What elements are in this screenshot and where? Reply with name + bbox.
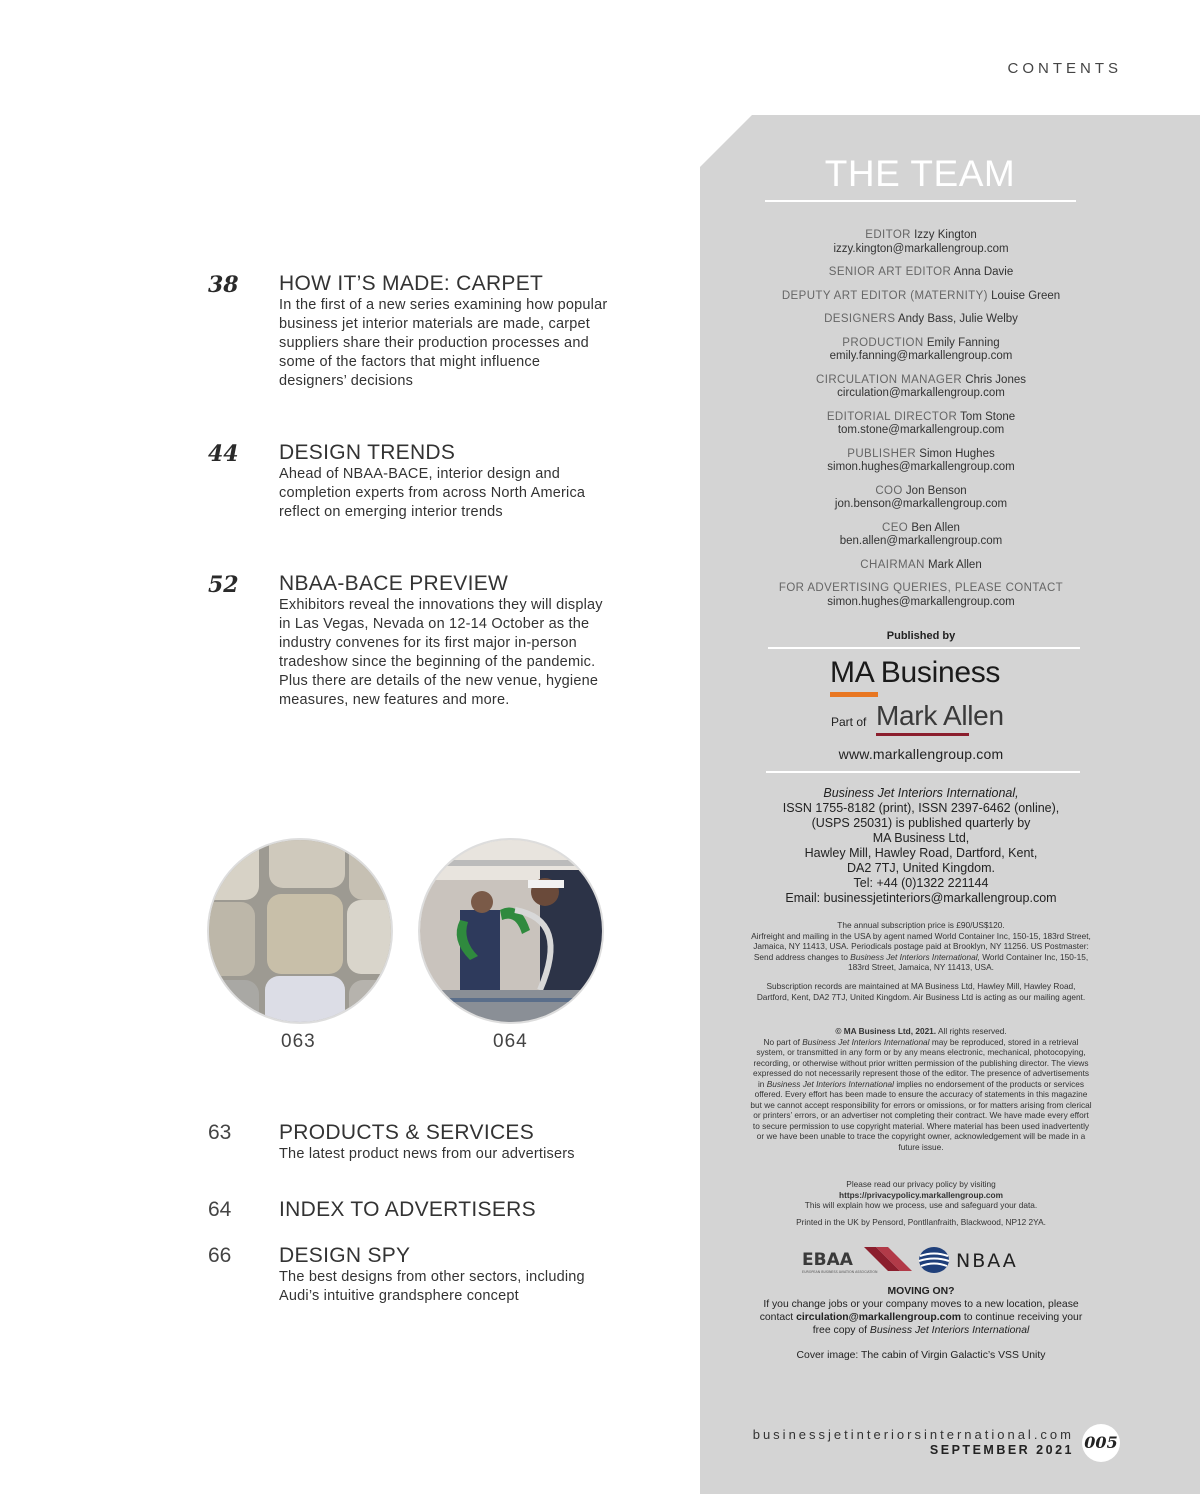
member-role: PRODUCTION: [842, 336, 924, 349]
moving-on-text: If you change jobs or your company moves to a new location, please contact: [759, 1299, 1079, 1323]
privacy-text: [750, 1179, 1092, 1211]
mark-allen-logo: Mark Allen: [876, 700, 1004, 731]
ma-business-logo: MA Business: [830, 656, 1001, 689]
imprint-line: Hawley Mill, Hawley Road, Dartford, Kent,: [804, 846, 1038, 860]
divider: [766, 771, 1080, 773]
copyright-part: No part of: [763, 1036, 800, 1047]
member-name: Anna Davie: [953, 266, 1014, 278]
article-description: Ahead of NBAA-BACE, interior design and completion experts from across North America reflect on emerging interior trends: [279, 466, 586, 520]
member-role: EDITOR: [865, 229, 911, 241]
page-number: 38: [208, 272, 239, 298]
issue-date: SEPTEMBER 2021: [929, 1443, 1074, 1457]
privacy-line: This will explain how we process, use and safeguard your data.: [804, 1200, 1038, 1210]
member-role: COO: [875, 484, 903, 497]
copyright-rights: All rights reserved.: [937, 1026, 1007, 1036]
divider: [768, 647, 1080, 649]
airfreight-part: World Container Inc, 150-15, 183rd Street, Jamaica, NY 11413, USA.: [848, 951, 1089, 972]
magazine-name: Business Jet Interiors International,: [850, 951, 980, 962]
team-member: [740, 522, 1102, 549]
part-of-label: Part of: [831, 715, 867, 729]
records-text: Subscription records are maintained at MA Business Ltd, Hawley Mill, Hawley Road, Dartford, Kent, DA2 7TJ, United Kingdom. Air Business Ltd is acting as our mailing agent.: [756, 981, 1086, 1002]
team-member: [740, 411, 1102, 438]
article-description: Exhibitors reveal the innovations they will display in Las Vegas, Nevada on 12-14 October as the industry convenes for its first major in-person tradeshow since the beginning of the pandemic. Plus there are details of the new venue, hygiene measures, new features and more.: [279, 597, 603, 708]
team-member: [740, 582, 1102, 609]
team-member: [740, 374, 1102, 401]
member-role: SENIOR ART EDITOR: [828, 266, 952, 278]
contents-entry[interactable]: [208, 1198, 628, 1222]
copyright-holder: © MA Business Ltd, 2021.: [835, 1026, 937, 1036]
folio-page-number: 005: [1084, 1433, 1118, 1452]
member-name: Emily Fanning: [926, 336, 1000, 349]
nbaa-logo: [918, 1245, 1044, 1280]
privacy-line: Please read our privacy policy by visiting: [846, 1179, 996, 1189]
member-name: Andy Bass, Julie Welby: [897, 313, 1018, 325]
nbaa-wordmark: NBAA: [956, 1250, 1018, 1272]
team-member: [740, 337, 1102, 364]
contents-entry[interactable]: [208, 441, 628, 522]
copyright-text: [750, 1026, 1092, 1152]
member-name: Jon Benson: [905, 484, 967, 497]
moving-on-heading: MOVING ON?: [887, 1286, 955, 1297]
moving-on-text: to continue receiving your free copy of: [812, 1312, 1083, 1336]
member-role: EDITORIAL DIRECTOR: [826, 410, 958, 423]
subscription-text: [750, 920, 1092, 973]
copyright-part: implies no endorsement of the products or services offered. Every effort has been made to ensure the accuracy of statements in this magazine but we cannot accept responsibility for errors or omissions, or for matters arising from clerical or printers’ errors, or an advertiser not completing their contract. We have made every effort to secure permission to use copyright material. Where material has been used inadvertently or we have been unable to trace the copyright owner, acknowledgement will be made in a future issue.: [750, 1078, 1092, 1152]
member-role: FOR ADVERTISING QUERIES, PLEASE CONTACT: [778, 582, 1064, 594]
member-role: CHAIRMAN: [860, 558, 925, 571]
member-name: Mark Allen: [928, 558, 982, 571]
imprint-line: ISSN 1755-8182 (print), ISSN 2397-6462 (online),: [782, 801, 1060, 815]
article-description: In the first of a new series examining how popular business jet interior materials are made, carpet suppliers share their production processes and some of the factors that might influence designers’ decisions: [279, 297, 608, 389]
magazine-name: Business Jet Interiors International: [869, 1325, 1030, 1336]
carpet-tiles-thumbnail[interactable]: [207, 838, 393, 1024]
article-title: DESIGN SPY: [279, 1244, 411, 1267]
member-email[interactable]: tom.stone@markallengroup.com: [837, 424, 1005, 436]
ebaa-subtitle: EUROPEAN BUSINESS AVIATION ASSOCIATION: [802, 1270, 878, 1274]
subscription-price: The annual subscription price is £90/US$120.: [837, 920, 1005, 930]
member-name: Izzy Kington: [914, 229, 977, 241]
cover-credit: Cover image: The cabin of Virgin Galactic’s VSS Unity: [796, 1350, 1046, 1361]
printer-text: Printed in the UK by Pensord, Pontllanfraith, Blackwood, NP12 2YA.: [796, 1217, 1046, 1227]
airfreight-part: Airfreight and mailing in the USA by agent named World Container Inc, 150-15, 183rd Street, Jamaica, NY 11413, USA. Periodicals postage paid at Brooklyn, NY 11256. US Postmaster: Send address changes to: [751, 930, 1091, 962]
member-name: Louise Green: [991, 289, 1061, 302]
contents-entry[interactable]: [208, 1244, 628, 1306]
circulation-email-link[interactable]: circulation@markallengroup.com: [796, 1312, 961, 1323]
member-email[interactable]: ben.allen@markallengroup.com: [839, 535, 1003, 547]
publisher-website-link[interactable]: www.markallengroup.com: [838, 746, 1004, 762]
contents-entry[interactable]: [208, 1121, 628, 1164]
magazine-name: Business Jet Interiors International,: [823, 786, 1019, 800]
copyright-part: may be reproduced, stored in a retrieval system, or transmitted in any form or by any means electronic, mechanical, photocopying, recording, or otherwise without prior written permission of the publishing director. The views expressed do not necessarily represent those of the editor. The presence of advertisements in: [752, 1036, 1090, 1089]
imprint-line: MA Business Ltd,: [872, 831, 970, 845]
footer-website[interactable]: businessjetinteriorsinternational.com: [752, 1427, 1074, 1442]
member-name: Ben Allen: [911, 521, 960, 534]
member-role: DESIGNERS: [824, 313, 896, 325]
member-role: CIRCULATION MANAGER: [816, 373, 963, 386]
member-role: CEO: [882, 521, 909, 534]
thumbnail-page-label: 063: [281, 1031, 316, 1052]
team-list: [740, 229, 1102, 619]
article-description: The latest product news from our advertisers: [279, 1146, 575, 1162]
member-name: Tom Stone: [960, 410, 1016, 423]
team-member: [740, 485, 1102, 512]
logo-accent-bar: [876, 733, 969, 736]
section-label: CONTENTS: [1007, 60, 1122, 77]
team-member: [740, 559, 1102, 573]
moving-on-block: [750, 1285, 1092, 1337]
imprint-email[interactable]: Email: businessjetinteriors@markallengroup.com: [785, 891, 1057, 905]
page-number: 63: [208, 1121, 232, 1144]
imprint-line: Tel: +44 (0)1322 221144: [853, 876, 989, 890]
article-description: The best designs from other sectors, including Audi’s intuitive grandsphere concept: [279, 1269, 585, 1304]
privacy-policy-link[interactable]: https://privacypolicy.markallengroup.com: [839, 1189, 1003, 1200]
article-title: INDEX TO ADVERTISERS: [279, 1198, 536, 1221]
article-title: NBAA-BACE PREVIEW: [279, 572, 509, 595]
imprint-block: [760, 786, 1082, 906]
member-email[interactable]: simon.hughes@markallengroup.com: [827, 595, 1015, 608]
imprint-line: DA2 7TJ, United Kingdom.: [847, 861, 995, 875]
ebaa-wordmark: EBAA: [802, 1250, 853, 1270]
team-member: [740, 266, 1102, 280]
article-title: DESIGN TRENDS: [279, 441, 456, 464]
member-email[interactable]: emily.fanning@markallengroup.com: [829, 350, 1013, 362]
page-number: 52: [208, 572, 239, 598]
page-number: 44: [208, 441, 239, 467]
page-number: 66: [208, 1244, 232, 1267]
magazine-name: Business Jet Interiors International: [802, 1036, 930, 1047]
page-number: 64: [208, 1198, 232, 1221]
article-title: HOW IT’S MADE: CARPET: [279, 272, 544, 295]
divider: [765, 200, 1076, 202]
team-heading: THE TEAM: [824, 153, 1016, 194]
member-email[interactable]: circulation@markallengroup.com: [837, 387, 1005, 399]
member-email[interactable]: jon.benson@markallengroup.com: [834, 498, 1008, 510]
team-member: [740, 229, 1102, 256]
team-member: [740, 448, 1102, 475]
published-by-label: Published by: [886, 630, 956, 642]
member-role: DEPUTY ART EDITOR (MATERNITY): [781, 289, 988, 302]
team-member: [740, 313, 1102, 327]
thumbnail-page-label: 064: [493, 1031, 528, 1052]
contents-entry[interactable]: [208, 572, 628, 710]
member-email[interactable]: simon.hughes@markallengroup.com: [827, 461, 1015, 473]
member-role: PUBLISHER: [847, 447, 917, 460]
team-member: [740, 290, 1102, 304]
imprint-line: (USPS 25031) is published quarterly by: [811, 816, 1031, 830]
member-email[interactable]: izzy.kington@markallengroup.com: [833, 242, 1009, 255]
production-line-thumbnail[interactable]: [418, 838, 604, 1024]
ebaa-logo: [802, 1245, 914, 1280]
article-title: PRODUCTS & SERVICES: [279, 1121, 535, 1144]
contents-entry[interactable]: [208, 272, 628, 391]
member-name: Simon Hughes: [919, 447, 995, 460]
magazine-name: Business Jet Interiors International: [766, 1078, 895, 1089]
member-name: Chris Jones: [965, 373, 1026, 386]
logo-accent-bar: [830, 692, 878, 697]
airfreight-text: [750, 931, 1092, 973]
